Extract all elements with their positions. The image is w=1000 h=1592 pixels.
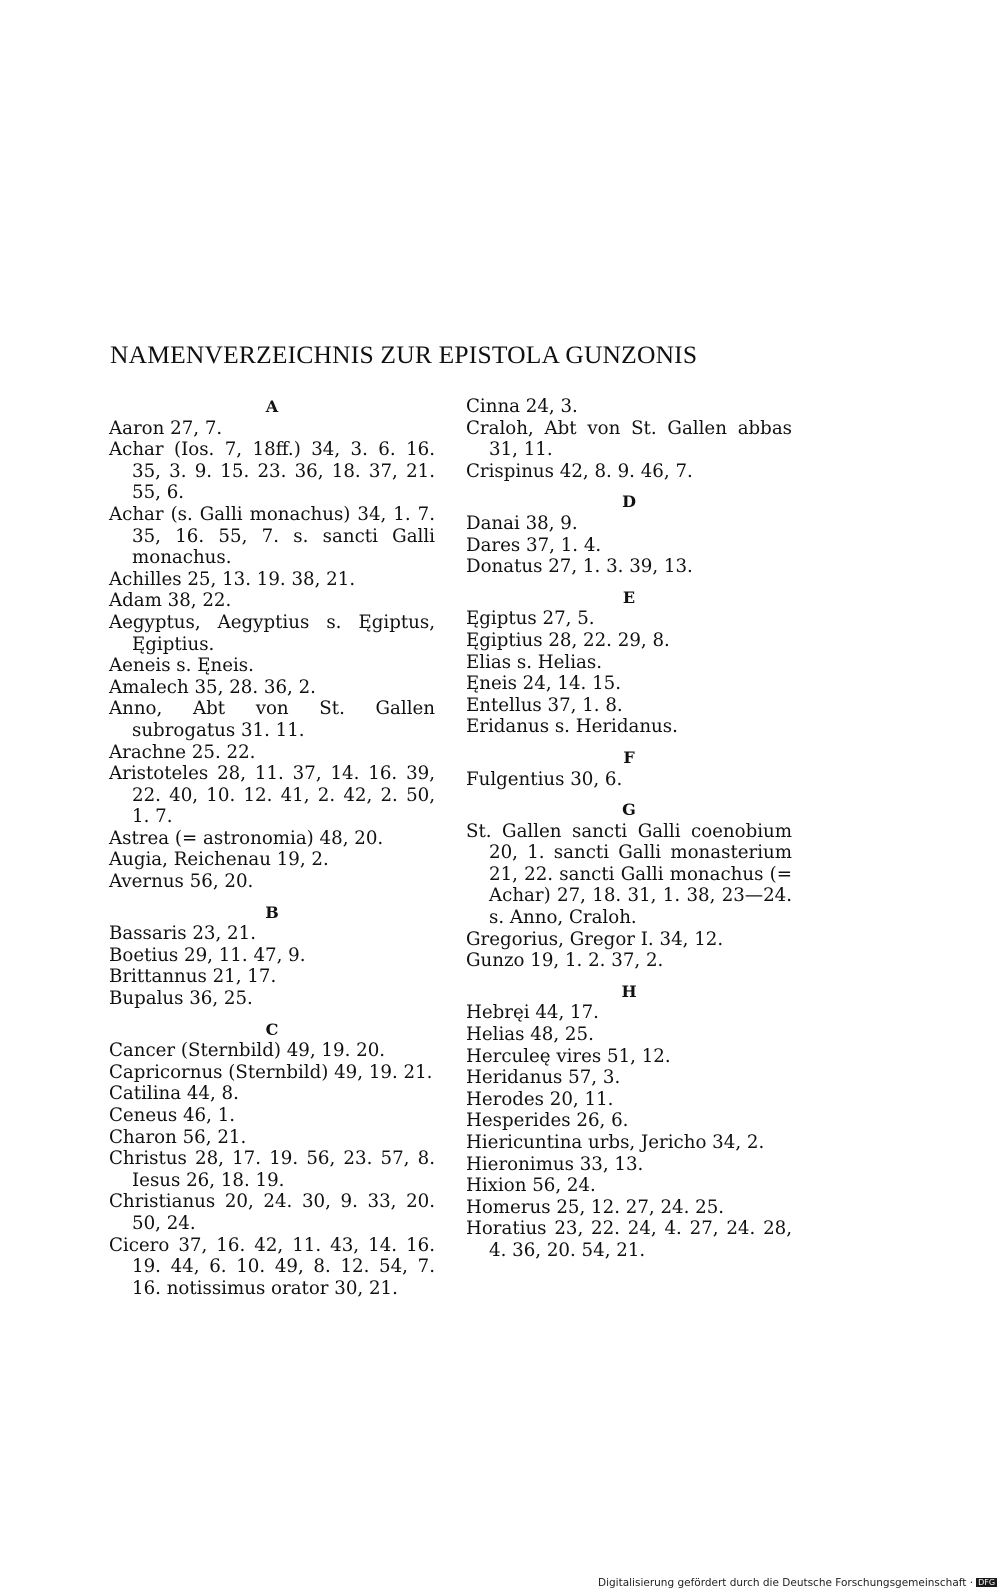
index-entry: Horatius 23, 22. 24, 4. 27, 24. 28, 4. 36, 20. 54, 21. (466, 1218, 792, 1261)
index-entry: Hiericuntina urbs, Jericho 34, 2. (466, 1132, 765, 1153)
index-entry: Fulgentius 30, 6. (466, 768, 623, 790)
index-entry: Aegyptus, Aegyptius s. Ęgiptus, Ęgiptius. (109, 611, 435, 655)
index-entry: Entellus 37, 1. 8. (466, 694, 623, 716)
index-entry: Hixion 56, 24. (466, 1175, 596, 1197)
index-entry: Augia, Reichenau 19, 2. (109, 849, 329, 871)
section-letter: E (622, 587, 636, 607)
index-entry: Boetius 29, 11. 47, 9. (109, 944, 306, 966)
index-entry: Anno, Abt von St. Gallen subrogatus 31. 11. (109, 698, 435, 741)
index-entry: Hieronimus 33, 13. (466, 1153, 644, 1175)
footer-credit (598, 1577, 997, 1589)
index-entry: Heridanus 57, 3. (466, 1067, 621, 1089)
index-entry: Gregorius, Gregor I. 34, 12. (466, 928, 724, 950)
index-subentry: Ęgiptius 28, 22. 29, 8. (466, 629, 670, 651)
index-entry: Astrea (= astronomia) 48, 20. (109, 827, 384, 849)
index-entry: Aeneis s. Ęneis. (109, 655, 254, 677)
index-entry: Gunzo 19, 1. 2. 37, 2. (466, 950, 664, 972)
index-entry: Helias 48, 25. (466, 1024, 594, 1046)
index-entry: Donatus 27, 1. 3. 39, 13. (466, 556, 693, 578)
index-entry: Dares 37, 1. 4. (466, 534, 602, 556)
index-entry: Cancer (Sternbild) 49, 19. 20. (109, 1040, 386, 1062)
index-entry: Bassaris 23, 21. (109, 923, 256, 945)
index-entry: Bupalus 36, 25. (109, 988, 253, 1010)
index-entry: Achar (s. Galli monachus) 34, 1. 7. 35, 16. 55, 7. s. sancti Galli monachus. (109, 503, 435, 569)
index-entry: Ęneis 24, 14. 15. (466, 673, 622, 695)
index-entry: Arachne 25. 22. (109, 741, 256, 763)
page-title: NAMENVERZEICHNIS ZUR EPISTOLA GUNZONIS (110, 340, 698, 369)
index-entry: Achilles 25, 13. 19. 38, 21. (109, 568, 356, 590)
index-entry: Danai 38, 9. (466, 512, 578, 534)
index-entry: Eridanus s. Heridanus. (466, 716, 678, 738)
index-entry: Cinna 24, 3. (466, 396, 578, 417)
index-entry: St. Gallen sancti Galli coenobium 20, 1. sancti Galli monasterium 21, 22. sancti Galli monachus (= Achar) 27, 18. 31, 1. 38, 23—24. s. Anno, Craloh. (466, 820, 792, 929)
index-subentry: Christianus 20, 24. 30, 9. 33, 20. 50, 24. (109, 1191, 435, 1234)
index-entry: Ceneus 46, 1. (109, 1105, 236, 1126)
index-entry: Cicero 37, 16. 42, 11. 43, 14. 16. 19. 44, 6. 10. 49, 8. 12. 54, 7. 16. notissimus orator 30, 21. (109, 1234, 435, 1299)
index-entry: Aristoteles 28, 11. 37, 14. 16. 39, 22. 40, 10. 12. 41, 2. 42, 2. 50, 1. 7. (109, 763, 435, 828)
index-entry: Christus 28, 17. 19. 56, 23. 57, 8. Iesus 26, 18. 19. (109, 1148, 435, 1191)
dfg-logo: DFG (978, 1578, 996, 1587)
index-entry: Crispinus 42, 8. 9. 46, 7. (466, 460, 693, 482)
section-letter: D (622, 492, 636, 512)
index-entry: Achar (Ios. 7, 18ff.) 34, 3. 6. 16. 35, 3. 9. 15. 23. 36, 18. 37, 21. 55, 6. (109, 439, 435, 504)
section-letter: H (621, 981, 637, 1001)
index-column-left (109, 396, 435, 1299)
index-entry: Capricornus (Sternbild) 49, 19. 21. (109, 1061, 433, 1083)
index-entry: Brittannus 21, 17. (109, 966, 277, 988)
index-entry: Catilina 44, 8. (109, 1083, 239, 1105)
section-letter: F (623, 747, 635, 767)
index-entry: Craloh, Abt von St. Gallen abbas 31, 11. (466, 417, 792, 461)
index-entry: Hebręi 44, 17. (466, 1002, 599, 1024)
section-letter: C (265, 1019, 279, 1039)
footer-text: Digitalisierung gefördert durch die Deutsche Forschungsgemeinschaft · (598, 1577, 974, 1589)
index-entry: Elias s. Helias. (466, 651, 602, 673)
index-entry: Herodes 20, 11. (466, 1088, 614, 1110)
section-letter: A (265, 397, 279, 416)
section-letter: G (622, 800, 636, 820)
index-entry: Homerus 25, 12. 27, 24. 25. (466, 1196, 725, 1218)
index-column-right (466, 396, 792, 1262)
index-entry: Hesperides 26, 6. (466, 1110, 629, 1132)
index-entry: Adam 38, 22. (109, 590, 232, 612)
index-entry: Charon 56, 21. (109, 1126, 247, 1148)
index-entry: Ęgiptus 27, 5. (466, 608, 595, 630)
index-entry: Amalech 35, 28. 36, 2. (109, 676, 316, 698)
index-entry: Herculeę vires 51, 12. (466, 1045, 671, 1067)
index-entry: Avernus 56, 20. (109, 871, 254, 893)
index-entry: Aaron 27, 7. (109, 417, 223, 439)
section-letter: B (265, 902, 279, 922)
